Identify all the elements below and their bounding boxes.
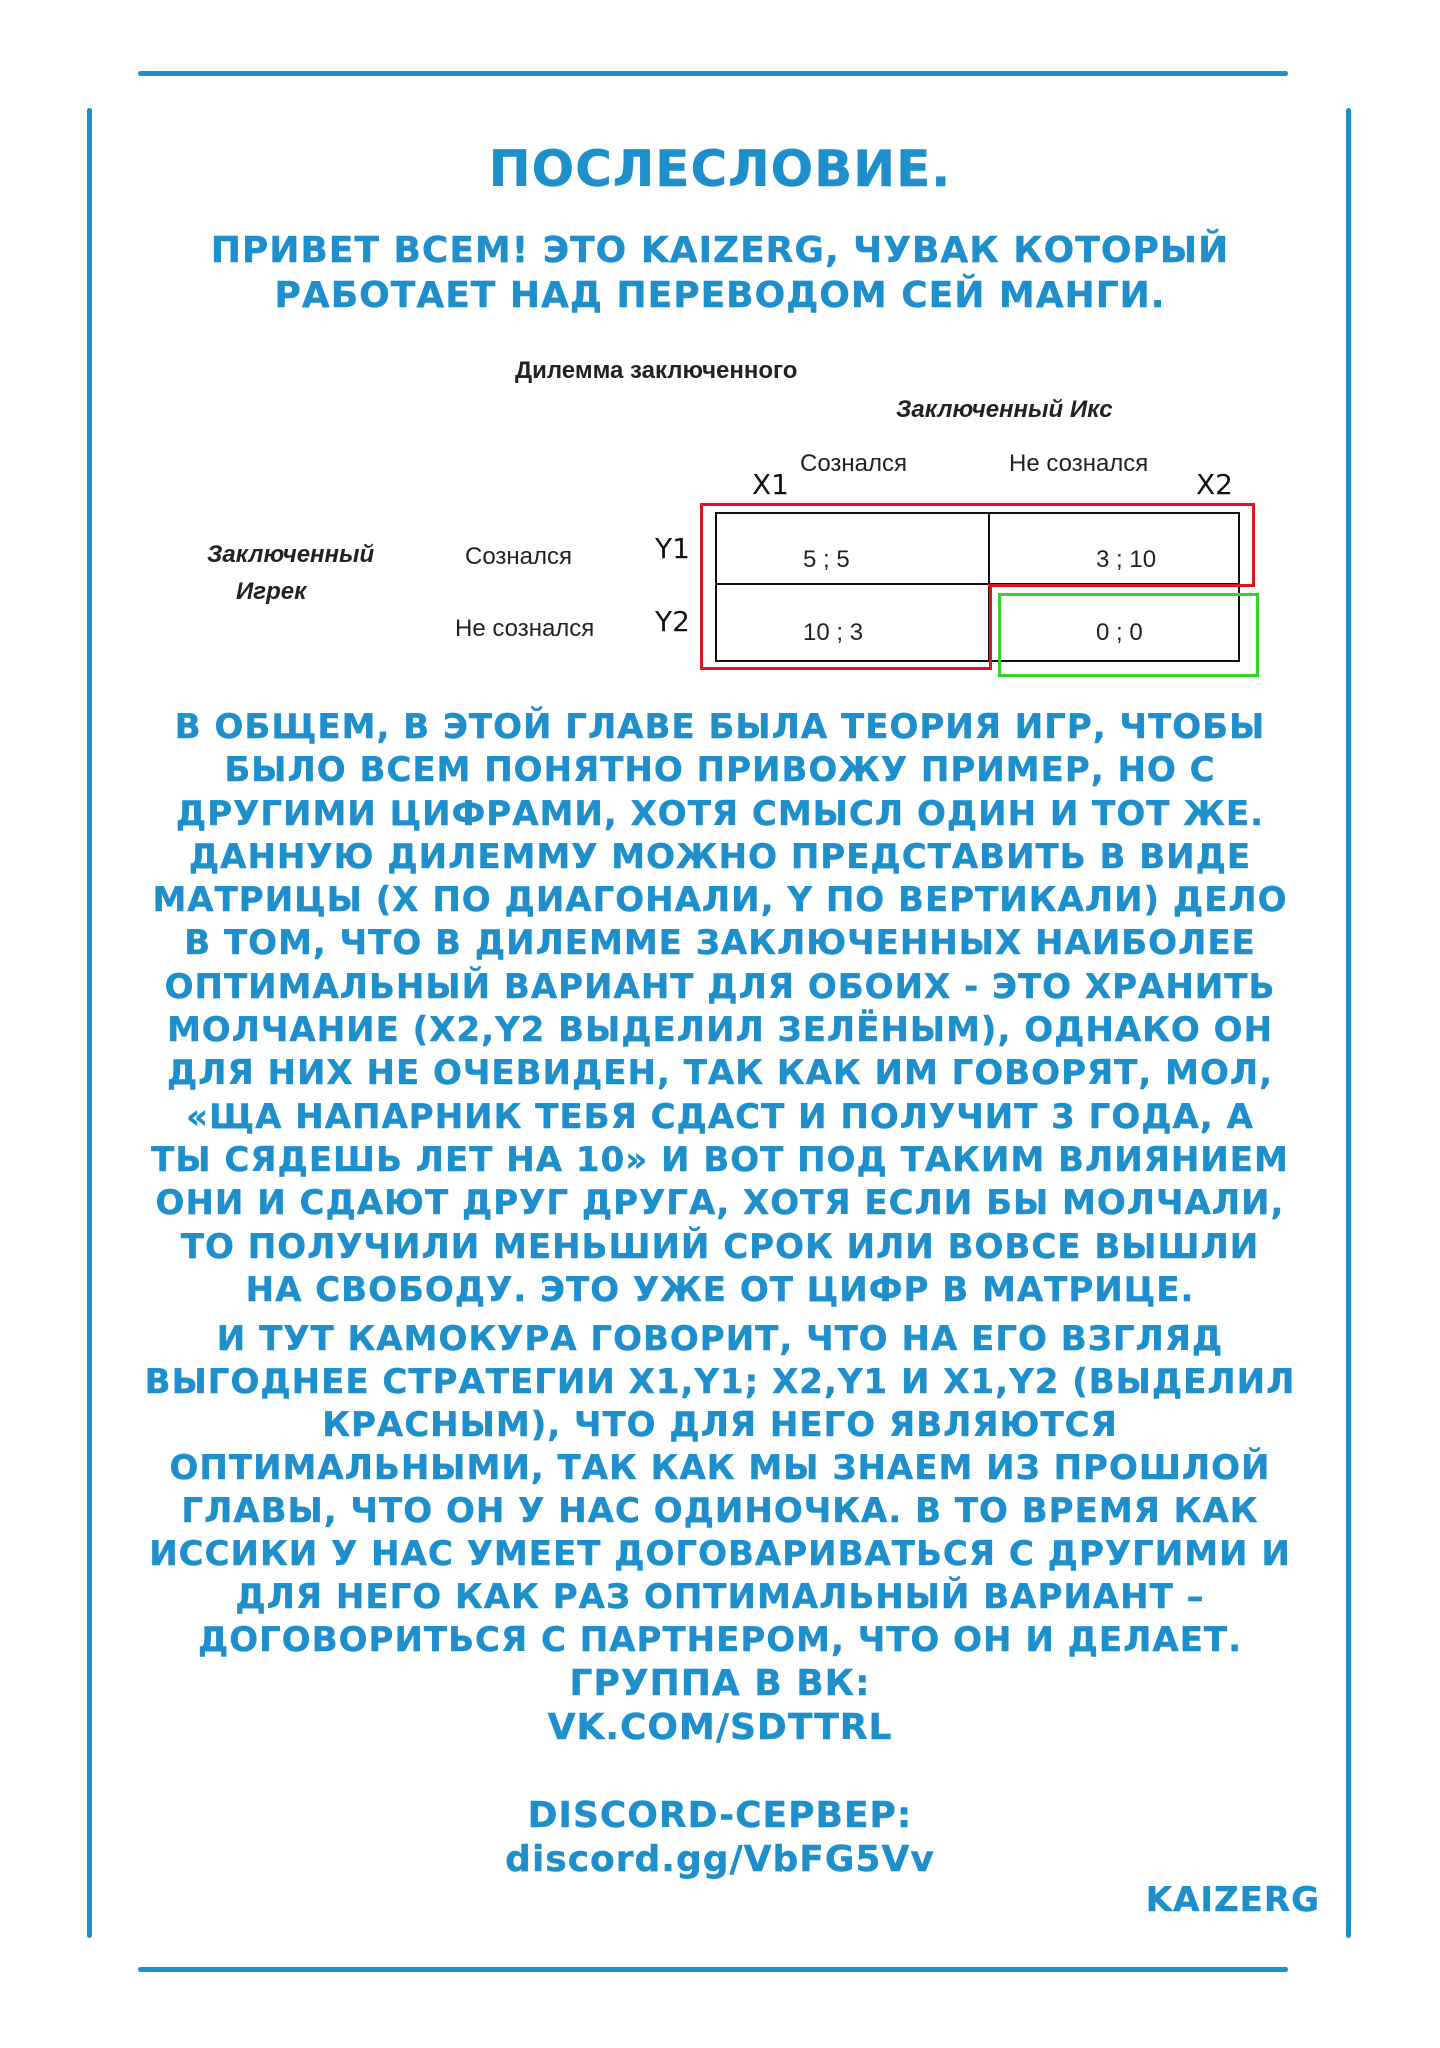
page-title: ПОСЛЕСЛОВИЕ. [488,140,952,198]
signature: KAIZERG [1145,1880,1320,1920]
red-highlight-right [1252,503,1255,587]
row-label-1: Сознался [465,543,573,570]
matrix-heading: Дилемма заключенного [515,357,798,384]
cell-x2-y1: 3 ; 10 [1096,546,1157,573]
row-player-label-1: Заключенный [207,541,375,568]
intro-text: ПРИВЕТ ВСЕМ! ЭТО KAIZERG, ЧУВАК КОТОРЫЙ РАБОТАЕТ НАД ПЕРЕВОДОМ СЕЙ МАНГИ. [210,230,1230,316]
cell-x2-y2: 0 ; 0 [1096,619,1143,646]
vk-group-link[interactable]: VK.COM/SDTTRL [547,1707,893,1748]
discord-server-label: DISCORD-СЕРВЕР: [527,1795,913,1836]
red-highlight-inner [989,584,992,670]
row-mark-y1: Y1 [655,532,690,565]
vk-group-label: ГРУППА В ВК: [569,1663,871,1704]
red-highlight-bottom [700,667,992,670]
discord-server-link[interactable]: discord.gg/VbFG5Vv [505,1839,935,1880]
col-label-2: Не сознался [1009,450,1149,477]
cell-x1-y2: 10 ; 3 [803,619,864,646]
col-mark-x2: X2 [1196,468,1233,501]
row-label-2: Не сознался [455,615,595,642]
col-mark-x1: X1 [752,468,789,501]
frame-bottom-line [138,1967,1288,1972]
explanation-paragraph-1: В ОБЩЕМ, В ЭТОЙ ГЛАВЕ БЫЛА ТЕОРИЯ ИГР, ЧТОБЫ БЫЛО ВСЕМ ПОНЯТНО ПРИВОЖУ ПРИМЕР, НО С ДРУГИМИ ЦИФРАМИ, ХОТЯ СМЫСЛ ОДИН И ТОТ ЖЕ. ДАННУЮ ДИЛЕММУ МОЖНО ПРЕДСТАВИТЬ В ВИДЕ МАТРИЦЫ (X ПО ДИАГОНАЛИ, Y ПО ВЕРТИКАЛИ) ДЕЛО В ТОМ, ЧТО В ДИЛЕММЕ ЗАКЛЮЧЕННЫХ НАИБОЛЕЕ ОПТИМАЛЬНЫЙ ВАРИАНТ ДЛЯ ОБОИХ - ЭТО ХРАНИТЬ МОЛЧАНИЕ (X2,Y2 ВЫДЕЛИЛ ЗЕЛЁНЫМ), ОДНАКО ОН ДЛЯ НИХ НЕ ОЧЕВИДЕН, ТАК КАК ИМ ГОВОРЯТ, МОЛ, «ЩА НАПАРНИК ТЕБЯ СДАСТ И ПОЛУЧИТ 3 ГОДА, А ТЫ СЯДЕШЬ ЛЕТ НА 10» И ВОТ ПОД ТАКИМ ВЛИЯНИЕМ ОНИ И СДАЮТ ДРУГ ДРУГА, ХОТЯ ЕСЛИ БЫ МОЛЧАЛИ, ТО ПОЛУЧИЛИ МЕНЬШИЙ СРОК ИЛИ ВОВСЕ ВЫШЛИ НА СВОБОДУ. ЭТО УЖЕ ОТ ЦИФР В МАТРИЦЕ. [151,707,1289,1310]
frame-top-line [138,71,1288,76]
explanation-paragraph-2: И ТУТ КАМОКУРА ГОВОРИТ, ЧТО НА ЕГО ВЗГЛЯД ВЫГОДНЕЕ СТРАТЕГИИ X1,Y1; X2,Y1 И X1,Y2 (ВЫДЕЛИЛ КРАСНЫМ), ЧТО ДЛЯ НЕГО ЯВЛЯЮТСЯ ОПТИМАЛЬНЫМИ, ТАК КАК МЫ ЗНАЕМ ИЗ ПРОШЛОЙ ГЛАВЫ, ЧТО ОН У НАС ОДИНОЧКА. В ТО ВРЕМЯ КАК ИССИКИ У НАС УМЕЕТ ДОГОВАРИВАТЬСЯ С ДРУГИМИ И ДЛЯ НЕГО КАК РАЗ ОПТИМАЛЬНЫЙ ВАРИАНТ – ДОГОВОРИТЬСЯ С ПАРТНЕРОМ, ЧТО ОН И ДЕЛАЕТ. [144,1319,1296,1660]
col-player-label: Заключенный Икс [896,396,1113,423]
col-label-1: Сознался [800,450,908,477]
row-mark-y2: Y2 [655,605,690,638]
vk-group-block [0,1662,1440,1750]
cell-x1-y1: 5 ; 5 [803,546,850,573]
row-player-label-2: Игрек [236,578,307,605]
red-highlight-mid [988,584,1255,587]
discord-server-block [0,1794,1440,1882]
green-highlight [998,593,1259,677]
red-highlight-left [700,503,992,670]
